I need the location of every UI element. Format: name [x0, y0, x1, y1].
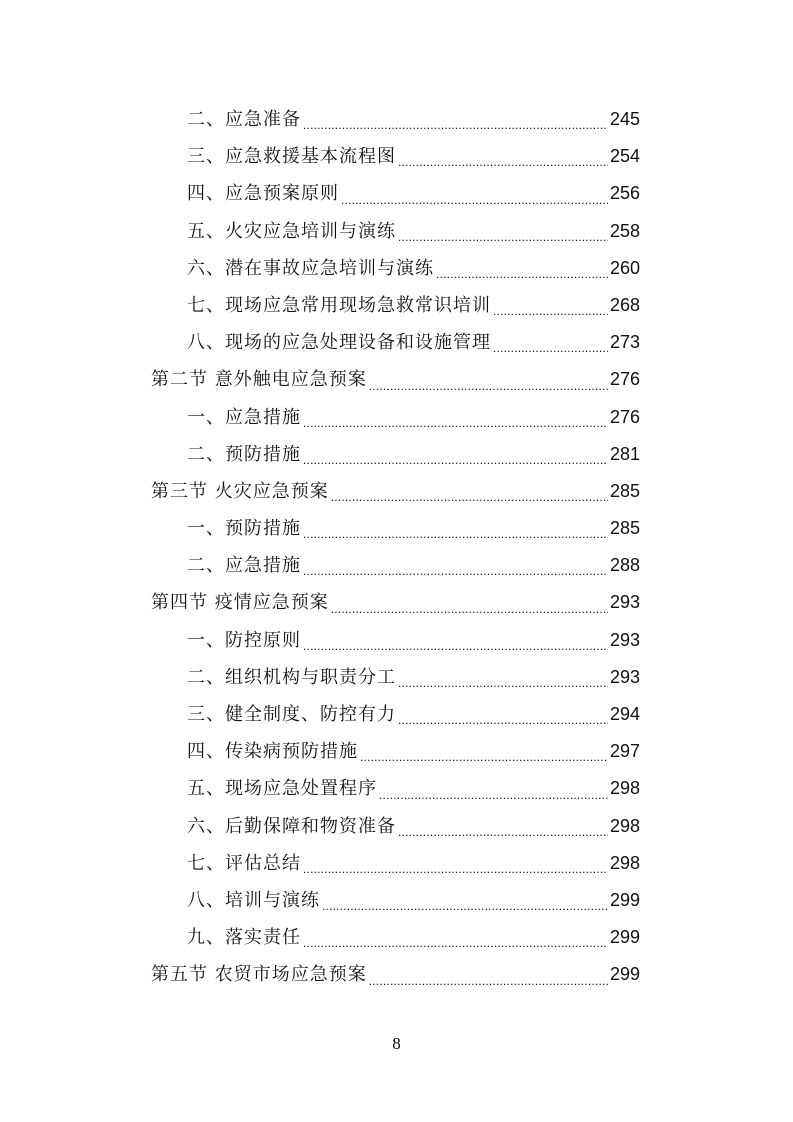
toc-dot-leader — [398, 696, 608, 733]
toc-entry-title: 一、预防措施 — [187, 518, 301, 540]
toc-entry-page: 299 — [609, 889, 640, 910]
toc-dot-leader — [331, 584, 608, 621]
toc-entry-title: 八、现场的应急处理设备和设施管理 — [187, 332, 491, 354]
toc-entry-page: 254 — [609, 146, 640, 167]
toc-entry[interactable] — [0, 138, 640, 175]
toc-entry-title: 三、应急救援基本流程图 — [187, 146, 396, 168]
toc-dot-leader — [398, 659, 608, 696]
toc-dot-leader — [322, 882, 608, 919]
toc-entry-page: 298 — [609, 852, 640, 873]
toc-entry[interactable] — [0, 101, 640, 138]
toc-dot-leader — [303, 101, 608, 138]
toc-entry-title: 七、现场应急常用现场急救常识培训 — [187, 294, 491, 316]
toc-entry-page: 276 — [609, 406, 640, 427]
toc-entry-page: 268 — [609, 294, 640, 315]
toc-entry[interactable] — [0, 510, 640, 547]
toc-entry-page: 294 — [609, 704, 640, 724]
toc-dot-leader — [398, 138, 608, 175]
page-number: 8 — [392, 1034, 401, 1053]
toc-entry-page: 276 — [609, 369, 640, 390]
toc-entry-title: 五、现场应急处置程序 — [187, 778, 377, 800]
toc-dot-leader — [493, 287, 608, 324]
toc-dot-leader — [369, 361, 608, 398]
toc-entry-title: 六、潜在事故应急培训与演练 — [187, 257, 434, 279]
toc-entry[interactable] — [0, 175, 640, 212]
toc-dot-leader — [303, 845, 608, 882]
toc-entry-page: 299 — [609, 927, 640, 948]
toc-entry-page: 293 — [609, 629, 640, 650]
toc-section-entry[interactable] — [0, 473, 640, 510]
toc-dot-leader — [398, 808, 608, 845]
toc-entry[interactable] — [0, 622, 640, 659]
toc-entry-title: 第二节 意外触电应急预案 — [151, 369, 367, 391]
toc-dot-leader — [360, 733, 608, 770]
toc-entry-title: 九、落实责任 — [187, 927, 301, 949]
toc-entry[interactable] — [0, 324, 640, 361]
toc-entry-page: 273 — [609, 332, 640, 353]
toc-dot-leader — [303, 622, 608, 659]
toc-entry[interactable] — [0, 845, 640, 882]
toc-entry-page: 299 — [609, 964, 640, 985]
toc-entry-page: 258 — [609, 220, 640, 241]
toc-entry-title: 第三节 火灾应急预案 — [151, 480, 329, 502]
toc-entry-page: 281 — [609, 443, 640, 464]
toc-entry[interactable] — [0, 436, 640, 473]
toc-entry-title: 六、后勤保障和物资准备 — [187, 815, 396, 837]
toc-entry-page: 285 — [609, 480, 640, 501]
toc-entry[interactable] — [0, 547, 640, 584]
toc-entry-title: 第四节 疫情应急预案 — [151, 592, 329, 614]
toc-entry-page: 298 — [609, 778, 640, 799]
toc-entry-page: 297 — [609, 741, 640, 762]
toc-entry[interactable] — [0, 213, 640, 250]
toc-entry-page: 260 — [609, 257, 640, 278]
toc-dot-leader — [303, 547, 608, 584]
toc-dot-leader — [303, 510, 608, 547]
toc-section-entry[interactable] — [0, 584, 640, 621]
toc-entry-title: 二、应急措施 — [187, 555, 301, 577]
toc-dot-leader — [398, 213, 608, 250]
toc-entry-page: 285 — [609, 518, 640, 539]
toc-section-entry[interactable] — [0, 361, 640, 398]
toc-entry[interactable] — [0, 919, 640, 956]
toc-entry-title: 五、火灾应急培训与演练 — [187, 220, 396, 242]
toc-entry[interactable] — [0, 770, 640, 807]
toc-entry-page: 293 — [609, 666, 640, 687]
toc-entry-title: 一、防控原则 — [187, 629, 301, 651]
toc-entry-title: 一、应急措施 — [187, 406, 301, 428]
toc-entry-page: 293 — [609, 592, 640, 613]
toc-entry-title: 二、预防措施 — [187, 443, 301, 465]
toc-dot-leader — [303, 919, 608, 956]
toc-entry[interactable] — [0, 733, 640, 770]
toc-entry[interactable] — [0, 882, 640, 919]
toc-dot-leader — [493, 324, 608, 361]
toc-dot-leader — [369, 956, 608, 993]
toc-section-entry[interactable] — [0, 956, 640, 993]
toc-dot-leader — [341, 175, 608, 212]
toc-entry-page: 256 — [609, 183, 640, 204]
toc-entry[interactable] — [0, 696, 640, 733]
toc-entry-title: 七、评估总结 — [187, 852, 301, 874]
toc-entry-title: 第五节 农贸市场应急预案 — [151, 964, 367, 986]
toc-entry[interactable] — [0, 287, 640, 324]
toc-entry-title: 四、应急预案原则 — [187, 183, 339, 205]
toc-entry-title: 三、健全制度、防控有力 — [187, 704, 396, 725]
toc-entry[interactable] — [0, 808, 640, 845]
toc-entry[interactable] — [0, 250, 640, 287]
toc-dot-leader — [303, 436, 608, 473]
toc-dot-leader — [379, 770, 608, 807]
toc-dot-leader — [436, 250, 608, 287]
toc-entry[interactable] — [0, 399, 640, 436]
toc-entry-title: 八、培训与演练 — [187, 889, 320, 911]
toc-entry-title: 二、组织机构与职责分工 — [187, 666, 396, 688]
toc-dot-leader — [303, 399, 608, 436]
toc-entry-page: 298 — [609, 815, 640, 836]
toc-entry-page: 288 — [609, 555, 640, 576]
toc-entry-title: 四、传染病预防措施 — [187, 741, 358, 763]
toc-entry-page: 245 — [609, 109, 640, 129]
toc-entry[interactable] — [0, 659, 640, 696]
table-of-contents — [0, 101, 793, 994]
toc-entry-title: 二、应急准备 — [187, 109, 301, 130]
toc-dot-leader — [331, 473, 608, 510]
